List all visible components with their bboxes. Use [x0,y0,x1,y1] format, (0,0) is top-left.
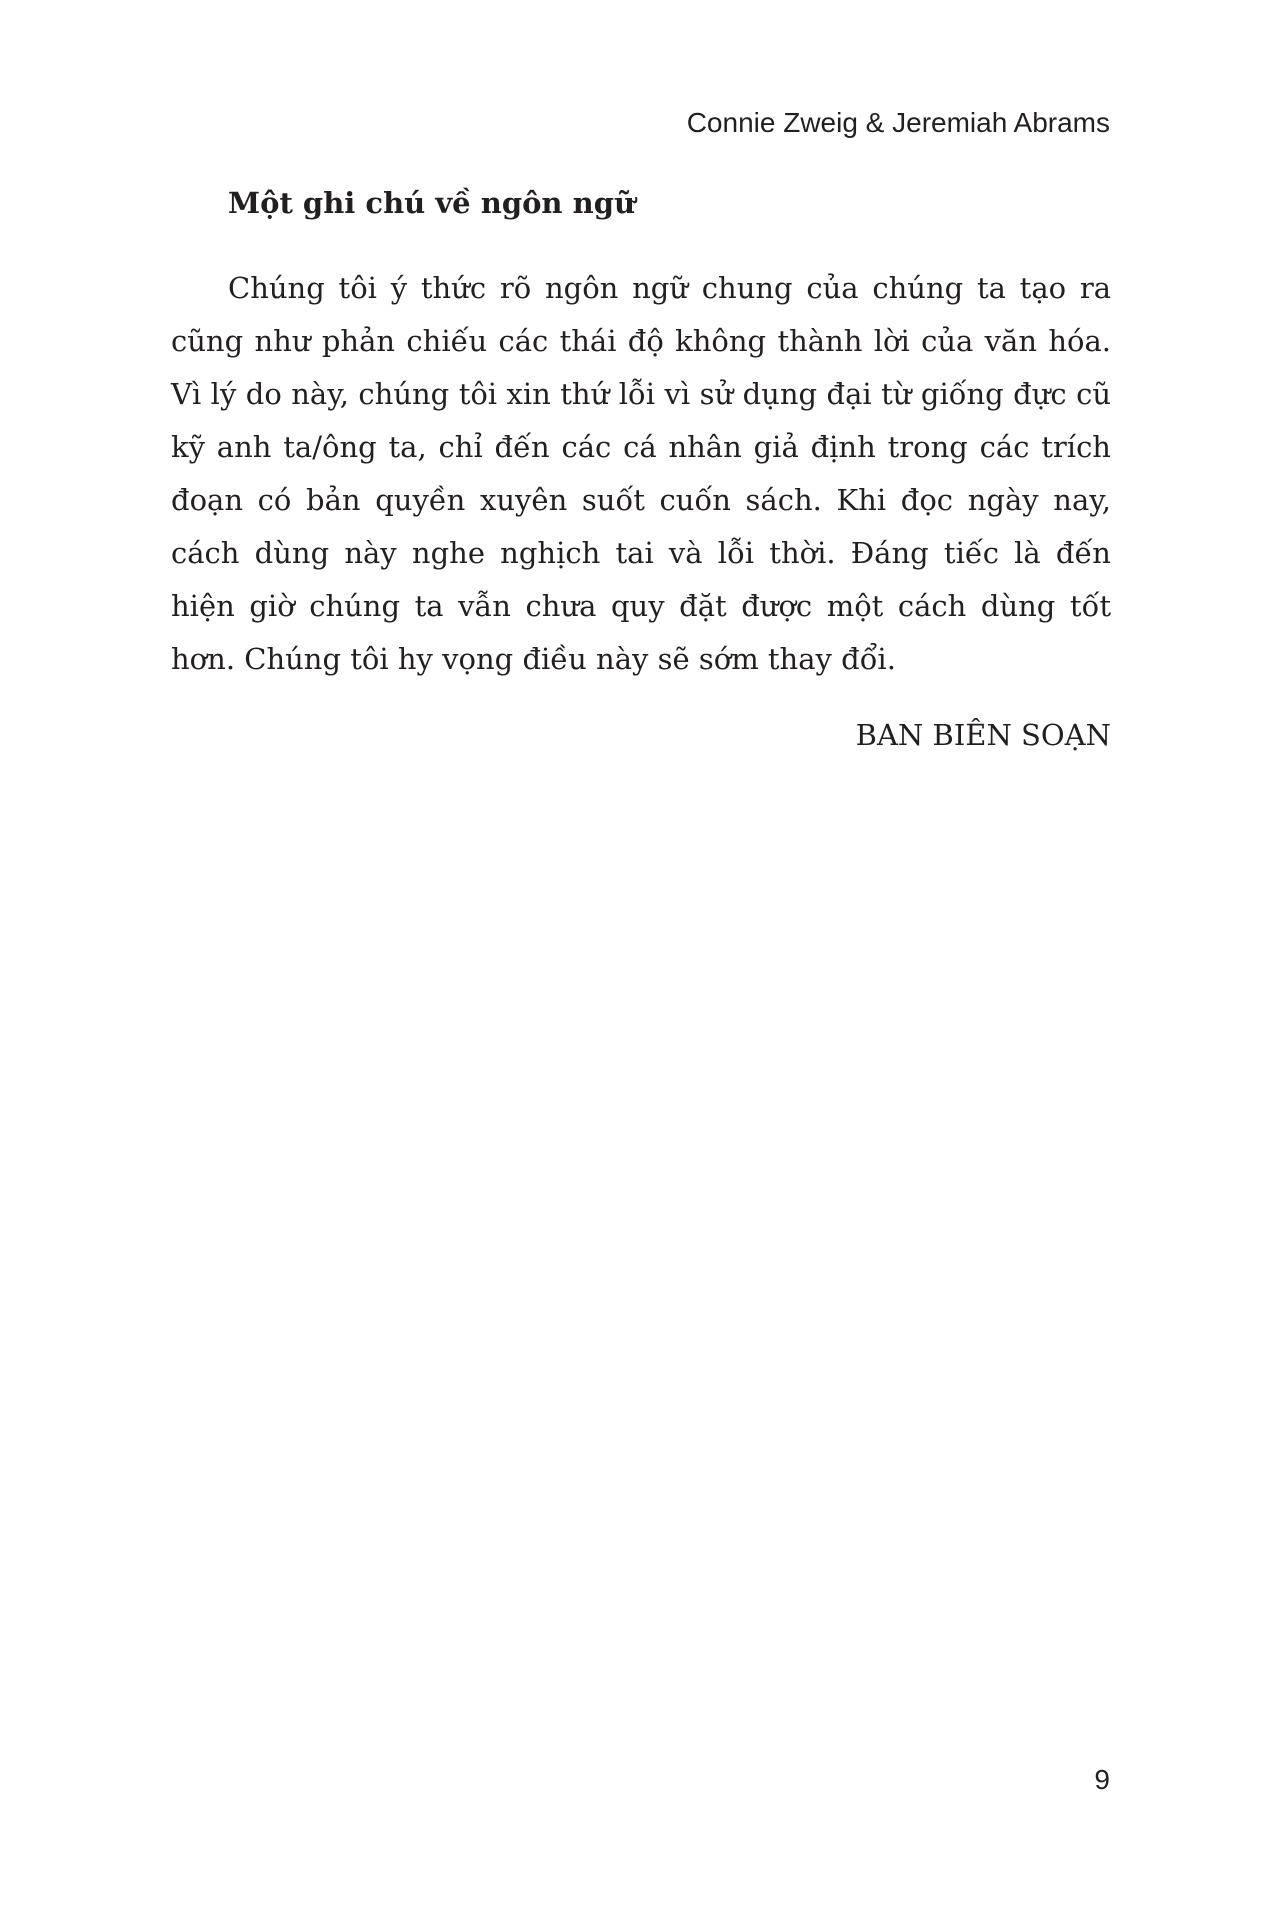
body-paragraph: Chúng tôi ý thức rõ ngôn ngữ chung của chúng ta tạo ra cũng như phản chiếu các thái độ không thành lời của văn hóa. Vì lý do này, chúng tôi xin thứ lỗi vì sử dụng đại từ giống đực cũ kỹ anh ta/ông ta, chỉ đến các cá nhân giả định trong các trích đoạn có bản quyền xuyên suốt cuốn sách. Khi đọc ngày nay, cách dùng này nghe nghịch tai và lỗi thời. Đáng tiếc là đến hiện giờ chúng ta vẫn chưa quy đặt được một cách dùng tốt hơn. Chúng tôi hy vọng điều này sẽ sớm thay đổi. [171,271,1111,676]
page-number: 9 [1094,1764,1110,1795]
signature: BAN BIÊN SOẠN [855,718,1111,752]
page-content [171,178,1111,760]
running-header: Connie Zweig & Jeremiah Abrams [686,107,1110,138]
section-title: Một ghi chú về ngôn ngữ [228,186,636,220]
